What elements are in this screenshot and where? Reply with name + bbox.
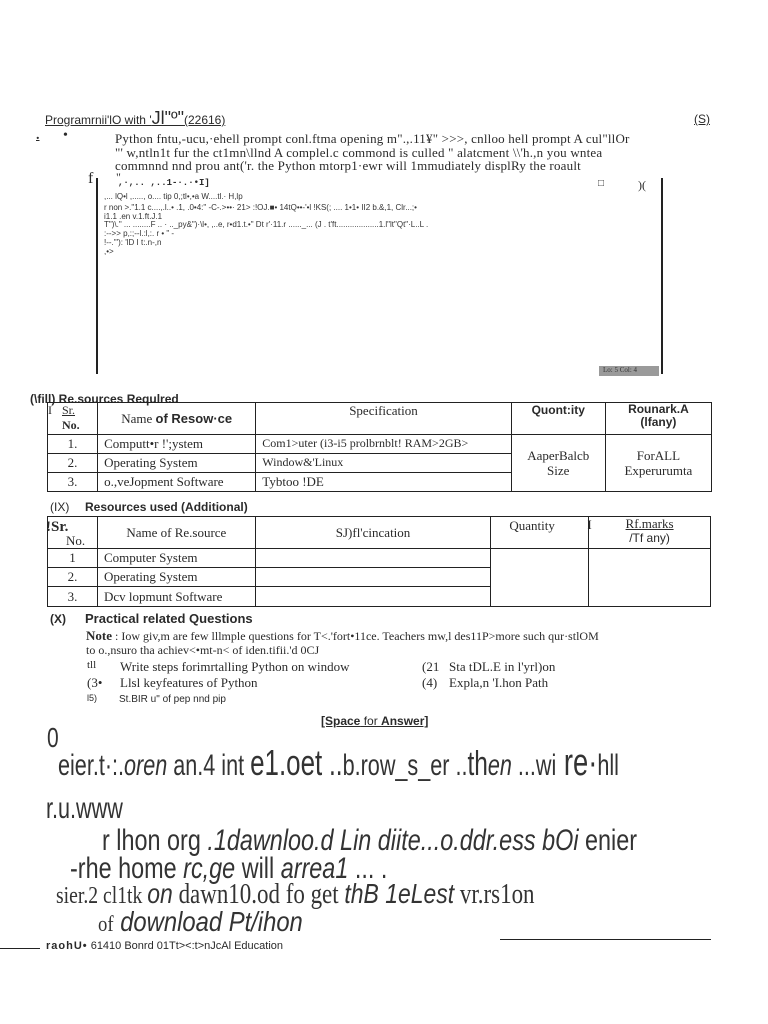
shell-output-line: i1.1 .en v.1.ft.J.1 [104, 212, 163, 221]
answer-fragment: home [111, 852, 184, 885]
table-row-name: Computer System [97, 549, 255, 568]
shell-prompt-line: ,•> [104, 247, 114, 256]
shell-menu-line: ,... lQ•l ,....., o.... tip 0,;tl•,•a W....tl.· H,lp [104, 192, 243, 201]
note-line-2: to o.,nsuro tha achiev<•mt-n< of iden.tifii.'d 0CJ [86, 643, 320, 657]
remarks-header-line1: Rf.marks [625, 516, 674, 531]
remarks-header-line2: /Tf any) [629, 531, 670, 545]
footer-text [46, 940, 283, 952]
intro-line-3: commnnd nnd prou ant('r. the Python mtorp1·ewr will 1mmudiately displRy the roault [115, 158, 581, 173]
section-x-label: (X) [50, 612, 66, 626]
note-text: : Iow giv,m are few lllmple questions for T<.'fort•11ce. Teachers mw,l des11P>more such qur·stlOM [112, 629, 599, 643]
quantity-header [491, 517, 592, 549]
answer-fragment: vr. [454, 879, 484, 910]
specification-header: Specification [256, 403, 511, 435]
footer-brand: raohU• [46, 940, 88, 952]
answer-fragment: ... . [348, 852, 388, 885]
answer-fragment: download Pt/ihon [113, 906, 303, 937]
table-row-spec: Com1>uter (i3-i5 prolbrnblt! RAM>2GB> [256, 435, 511, 454]
answer-fragment: on [147, 878, 173, 909]
answer-fragment: .1dawnloo.d Lin diite...o.ddr.ess bOi [207, 824, 579, 857]
space-label-b: for [360, 714, 382, 728]
table-row-spec [255, 568, 491, 587]
answer-line-1 [58, 742, 619, 785]
remarks-header-line1: Rounark.A [628, 402, 689, 416]
quantity-cell [511, 435, 605, 492]
close-icon: )( [638, 178, 646, 192]
name-header-b: of Resow·ce [155, 410, 233, 426]
intro-line-2: "' w,ntln1t fur the ct1mn\llnd A complel.c commond is culled " alatcment \\'h.,n you wntea [115, 145, 603, 160]
question-text-5: St.BIR u" of pep nnd pip [119, 694, 226, 705]
answer-fragment: dawn10.od fo get [172, 879, 345, 910]
note-label: Note [86, 628, 112, 643]
answer-fragment: .. [322, 745, 343, 783]
table-row-spec: Tybtoo !DE [256, 473, 511, 492]
answer-fragment: thB [344, 878, 379, 909]
question-number: tll [87, 659, 97, 671]
answer-fragment: .. [449, 749, 468, 782]
question-number: (21 [422, 659, 440, 674]
answer-fragment: b.row_s_er [342, 749, 450, 782]
python-shell-screenshot [96, 178, 663, 374]
table-row-name: Operating System [97, 568, 255, 587]
space-label-c: Answer] [381, 714, 429, 728]
table-row-name: o.,veJopment Software [98, 473, 256, 492]
table-row-sr: 2. [48, 568, 98, 587]
answer-line-2: r.u.www [46, 792, 123, 825]
page-header-title [45, 108, 225, 129]
answer-number: 0 [47, 722, 59, 753]
answer-fragment: sier.2 [56, 883, 99, 909]
header-course-code: (22616) [183, 113, 226, 127]
answer-line-6 [98, 906, 303, 939]
resources-required-table [47, 402, 712, 492]
answer-fragment: e [98, 852, 112, 885]
resources-used-table [47, 516, 711, 607]
answer-fragment: rs1on [483, 879, 535, 910]
resource-name-header: Name of Re.source [97, 517, 255, 549]
remarks-cell [605, 435, 711, 492]
page-marker: (S) [694, 112, 710, 126]
table-row-name: Operating System [98, 454, 256, 473]
question-text: Llsl keyfeatures of Python [120, 675, 258, 690]
shell-output-line: T")\." ... ........F .. · .._py&")·\l•, ,..e, r•d1.t.•" Dt r'·11.r ......_... (J . t'ft...................1.l"lt"Qt"·L..L . [104, 220, 429, 229]
remarks-header-line2: (lfany) [640, 415, 677, 429]
shell-output-line: r non >."1.1 c....,.l..• .1, .0•4:" -C-.>••· 21> :!OJ.■• 14tQ••-'•l !KS(; .... 1•1• II2 b.&,1, Clr...;• [104, 203, 417, 212]
answer-fragment: cl1tk [98, 883, 148, 909]
table-row-sr: 3. [48, 473, 98, 492]
question-number: (4) [422, 675, 438, 690]
remarks-cell [589, 549, 711, 607]
section-questions-title: Practical related Questions [85, 611, 253, 626]
note-line-1 [86, 628, 599, 644]
footer-rule-left [0, 948, 40, 949]
header-divider-mark: I [587, 517, 592, 532]
sr-no-header [48, 517, 98, 549]
header-title-prefix: Programrnii'lO with ' [45, 113, 152, 127]
question-text: Sta tDL.E in l'yrl)on [449, 659, 556, 674]
section-resources-used-title: Resources used (Additional) [85, 500, 248, 514]
answer-fragment: an.4 [167, 749, 216, 782]
sr-no-header [48, 403, 98, 435]
question-text: Expla,n 'I.hon Path [449, 675, 549, 690]
quantity-text-2: Size [547, 463, 570, 478]
answer-fragment: eier.t·:. [58, 749, 125, 782]
answer-fragment: -rh [70, 852, 99, 885]
quantity-header: Quont:ity [511, 403, 605, 435]
shell-prompt-line: :-->> p,:;--l.:l,:. r • " - [104, 229, 175, 238]
remarks-header [589, 517, 711, 549]
no-label: No. [62, 418, 80, 432]
footer-rule-right [500, 939, 711, 940]
specification-header: SJ)fl'cincation [255, 517, 491, 549]
table-row-spec [255, 587, 491, 607]
answer-fragment: of [98, 911, 114, 936]
section-ix-label: (IX) [50, 500, 70, 514]
question-number: l5) [87, 693, 98, 703]
quantity-text-1: AaperBalcb [527, 448, 590, 463]
question-text [119, 691, 226, 706]
space-for-answer-label [321, 714, 428, 728]
shell-window-title: ,·,.. ,..1-·.·•I] [118, 178, 210, 188]
no-label: No. [66, 533, 86, 548]
shell-status-bar: Lo: 5 Col: 4 [599, 366, 659, 376]
answer-fragment: e1.oet [250, 742, 323, 783]
answer-fragment: int [215, 749, 251, 782]
table-row-spec: Window&'Linux [256, 454, 511, 473]
answer-fragment: r lhon org [102, 824, 208, 857]
figure-mark: f [88, 170, 94, 187]
answer-fragment: ...wi [511, 749, 557, 782]
answer-fragment: oren [124, 749, 168, 782]
question-text: Write steps forimrtalling Python on window [120, 659, 350, 674]
table-row-sr: 1. [48, 435, 98, 454]
table-row-spec [255, 549, 491, 568]
answer-fragment: hll [597, 749, 619, 782]
answer-fragment: th [467, 745, 488, 783]
answer-fragment: re· [556, 742, 598, 784]
sr-label: Sr. [62, 403, 76, 417]
answer-fragment: rc,ge [183, 852, 236, 885]
remarks-text-1: ForALL [636, 448, 681, 463]
answer-fragment: en [487, 749, 512, 782]
intro-line-1: Python fntu,-ucu,·ehell prompt conl.ftma opening m".,.11¥" >>>, cnlloo hell prompt A cul"llOr [115, 131, 630, 146]
quantity-cell [491, 549, 589, 607]
sr-prefix: I [48, 403, 52, 417]
table-row-sr: 2. [48, 454, 98, 473]
maximize-icon: □ [598, 178, 605, 189]
table-row-name: Dcv lopmunt Software [97, 587, 255, 607]
remarks-text-2: Experurumta [624, 463, 693, 478]
bullet-mark-b: • [63, 128, 68, 143]
header-title-big: Jl"º" [151, 108, 184, 128]
sr-label: !Sr. [46, 519, 69, 535]
space-label-a: [Space [321, 714, 361, 728]
quote-mark: " [116, 170, 121, 184]
question-number: (3• [87, 675, 103, 690]
quantity-label: Quantity [509, 518, 555, 533]
remarks-header [605, 403, 711, 435]
section-resources-required-title: (\fill) Re.sources Requlred [30, 392, 179, 406]
footer-board-name: 61410 Bonrd 01Tt><:t>nJcAl Education [87, 940, 284, 952]
name-header-a: Name [121, 410, 156, 426]
answer-fragment: arrea1 [280, 852, 349, 885]
answer-fragment: 1eLest [378, 878, 455, 909]
table-row-name: Computt•r !';ystem [98, 435, 256, 454]
table-row-sr: 1 [48, 549, 98, 568]
table-row-sr: 3. [48, 587, 98, 607]
answer-fragment: enier [578, 824, 638, 857]
resource-name-header [98, 403, 256, 435]
bullet-mark-a: . [36, 128, 40, 143]
answer-fragment: will [235, 852, 281, 885]
shell-output-line: !--.'"): 'lD I t:.n-,n [104, 238, 162, 247]
